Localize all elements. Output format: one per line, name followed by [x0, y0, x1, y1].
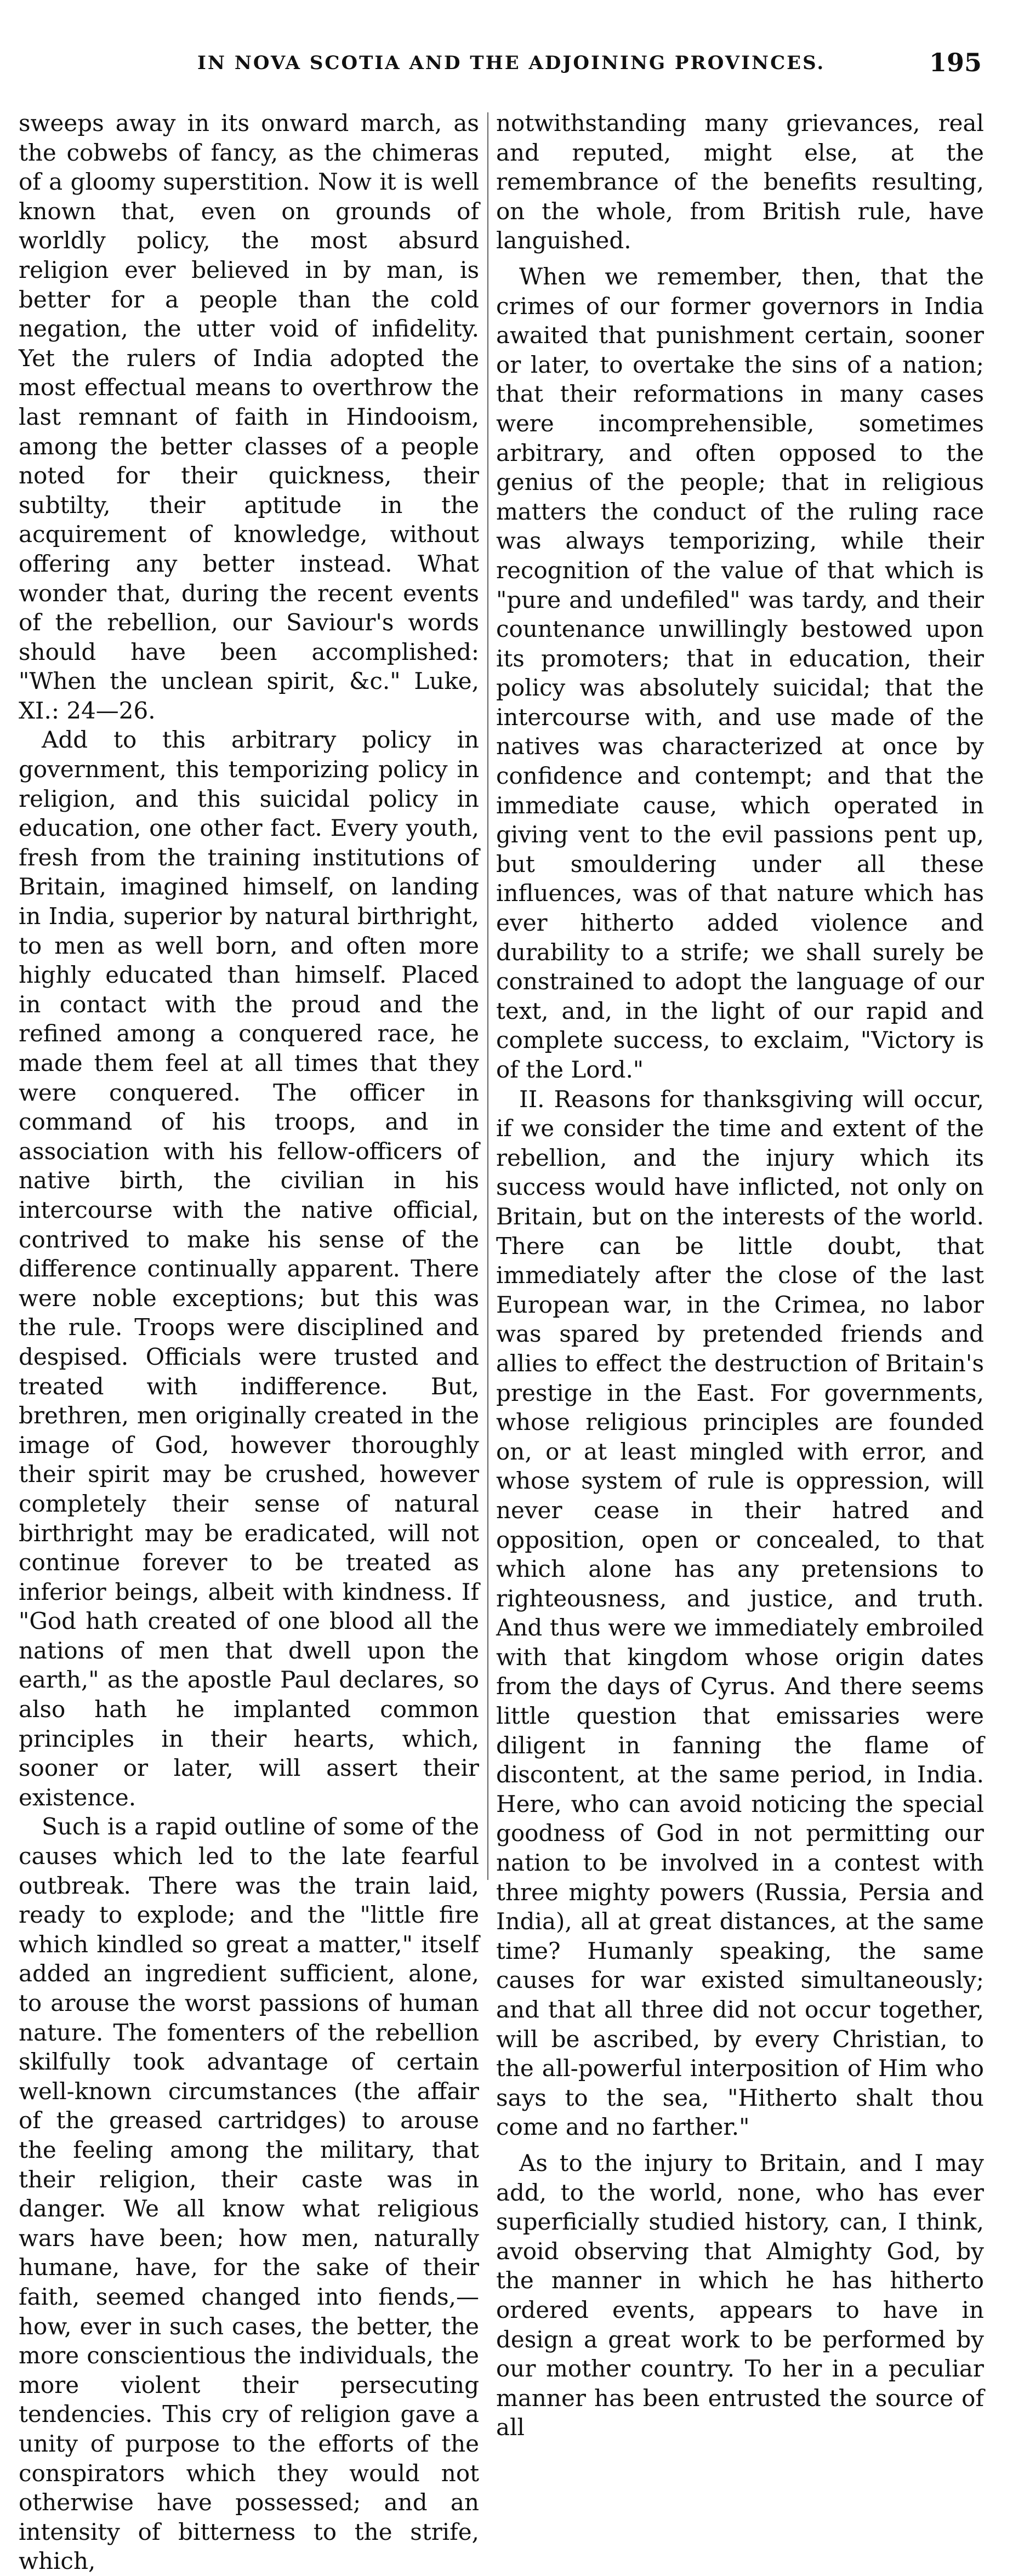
column-divider [487, 112, 488, 1880]
right-paragraph-4: As to the injury to Britain, and I may add, to the world, none, who has ever superficially studied history, can, I think, avoid observing that Almighty God, by the manner in which he has hitherto ordered events, appears to have in design a great work to be performed by our mother country. To her in a peculiar manner has been entrusted the source of all [496, 2149, 984, 2441]
left-paragraph-1: sweeps away in its onward march, as the cobwebs of fancy, as the chimeras of a gloomy superstition. Now it is well known that, even on grounds of worldly policy, the most absurd religion ever believed in by man, is better for a people than the cold negation, the utter void of infidelity. Yet the rulers of India adopted the most effectual means to overthrow the last remnant of faith in Hindooism, among the better classes of a people noted for their quickness, their subtilty, their aptitude in the acquirement of knowledge, without offering any better instead. What wonder that, during the recent events of the rebellion, our Saviour's words should have been accomplished: "When the unclean spirit, &c." Luke, XI.: 24—26. [19, 110, 479, 724]
left-paragraph-3: Such is a rapid outline of some of the causes which led to the late fearful outbreak. There was the train laid, ready to explode; and the "little fire which kindled so great a matter," itself added an ingredient sufficient, alone, to arouse the worst passions of human nature. The fomenters of the rebellion skilfully took advantage of certain well-known circumstances (the affair of the greased cartridges) to arouse the feeling among the military, that their religion, their caste was in danger. We all know what religious wars have been; how men, naturally humane, have, for the sake of their faith, seemed changed into fiends,—how, ever in such cases, the better, the more conscientious the individuals, the more violent their persecuting tendencies. This cry of religion gave a unity of purpose to the efforts of the conspirators which they would not otherwise have possessed; and an intensity of bitterness to the strife, which, [19, 1813, 479, 2575]
right-paragraph-3: II. Reasons for thanksgiving will occur, if we consider the time and extent of the rebellion, and the injury which its success would have inflicted, not only on Britain, but on the interests of the world. There can be little doubt, that immediately after the close of the last European war, in the Crimea, no labor was spared by pretended friends and allies to effect the destruction of Britain's prestige in the East. For governments, whose religious principles are founded on, or at least mingled with error, and whose system of rule is oppression, will never cease in their hatred and opposition, open or concealed, to that which alone has any pretensions to righteousness, and justice, and truth. And thus were we immediately embroiled with that kingdom whose origin dates from the days of Cyrus. And there seems little question that emissaries were diligent in fanning the flame of discontent, at the same period, in India. Here, who can avoid noticing the special goodness of God in not permitting our nation to be involved in a contest with three mighty powers (Russia, Persia and India), all at great distances, at the same time? Humanly speaking, the same causes for war existed simultaneously; and that all three did not occur together, will be ascribed, by every Christian, to the all-powerful interposition of Him who says to the sea, "Hitherto shalt thou come and no farther." [496, 1085, 984, 2141]
running-head [0, 48, 1030, 85]
left-column [19, 109, 479, 2575]
running-title: IN NOVA SCOTIA AND THE ADJOINING PROVINCES. [197, 52, 826, 74]
page-number: 195 [929, 48, 982, 77]
right-column [496, 109, 984, 2441]
right-paragraph-1: notwithstanding many grievances, real and reputed, might else, at the remembrance of the benefits resulting, on the whole, from British rule, have languished. [496, 110, 984, 254]
left-paragraph-2: Add to this arbitrary policy in government, this temporizing policy in religion, and this suicidal policy in education, one other fact. Every youth, fresh from the training institutions of Britain, imagined himself, on landing in India, superior by natural birthright, to men as well born, and often more highly educated than himself. Placed in contact with the proud and the refined among a conquered race, he made them feel at all times that they were conquered. The officer in command of his troops, and in association with his fellow-officers of native birth, the civilian in his intercourse with the native official, contrived to make his sense of the difference continually apparent. There were noble exceptions; but this was the rule. Troops were disciplined and despised. Officials were trusted and treated with indifference. But, brethren, men originally created in the image of God, however thoroughly their spirit may be crushed, however completely their sense of natural birthright may be eradicated, will not continue forever to be treated as inferior beings, albeit with kindness. If "God hath created of one blood all the nations of men that dwell upon the earth," as the apostle Paul declares, so also hath he implanted common principles in their hearts, which, sooner or later, will assert their existence. [19, 726, 479, 1811]
right-paragraph-2: When we remember, then, that the crimes of our former governors in India awaited that punishment certain, sooner or later, to overtake the sins of a nation; that their reformations in many cases were incomprehensible, sometimes arbitrary, and often opposed to the genius of the people; that in religious matters the conduct of the ruling race was always temporizing, while their recognition of the value of that which is "pure and undefiled" was tardy, and their countenance unwillingly bestowed upon its promoters; that in education, their policy was absolutely suicidal; that the intercourse with, and use made of the natives was characterized at once by confidence and contempt; and that the immediate cause, which operated in giving vent to the evil passions pent up, but smouldering under all these influences, was of that nature which has ever hitherto added violence and durability to a strife; we shall surely be constrained to adopt the language of our text, and, in the light of our rapid and complete success, to exclaim, "Victory is of the Lord." [496, 263, 984, 1083]
